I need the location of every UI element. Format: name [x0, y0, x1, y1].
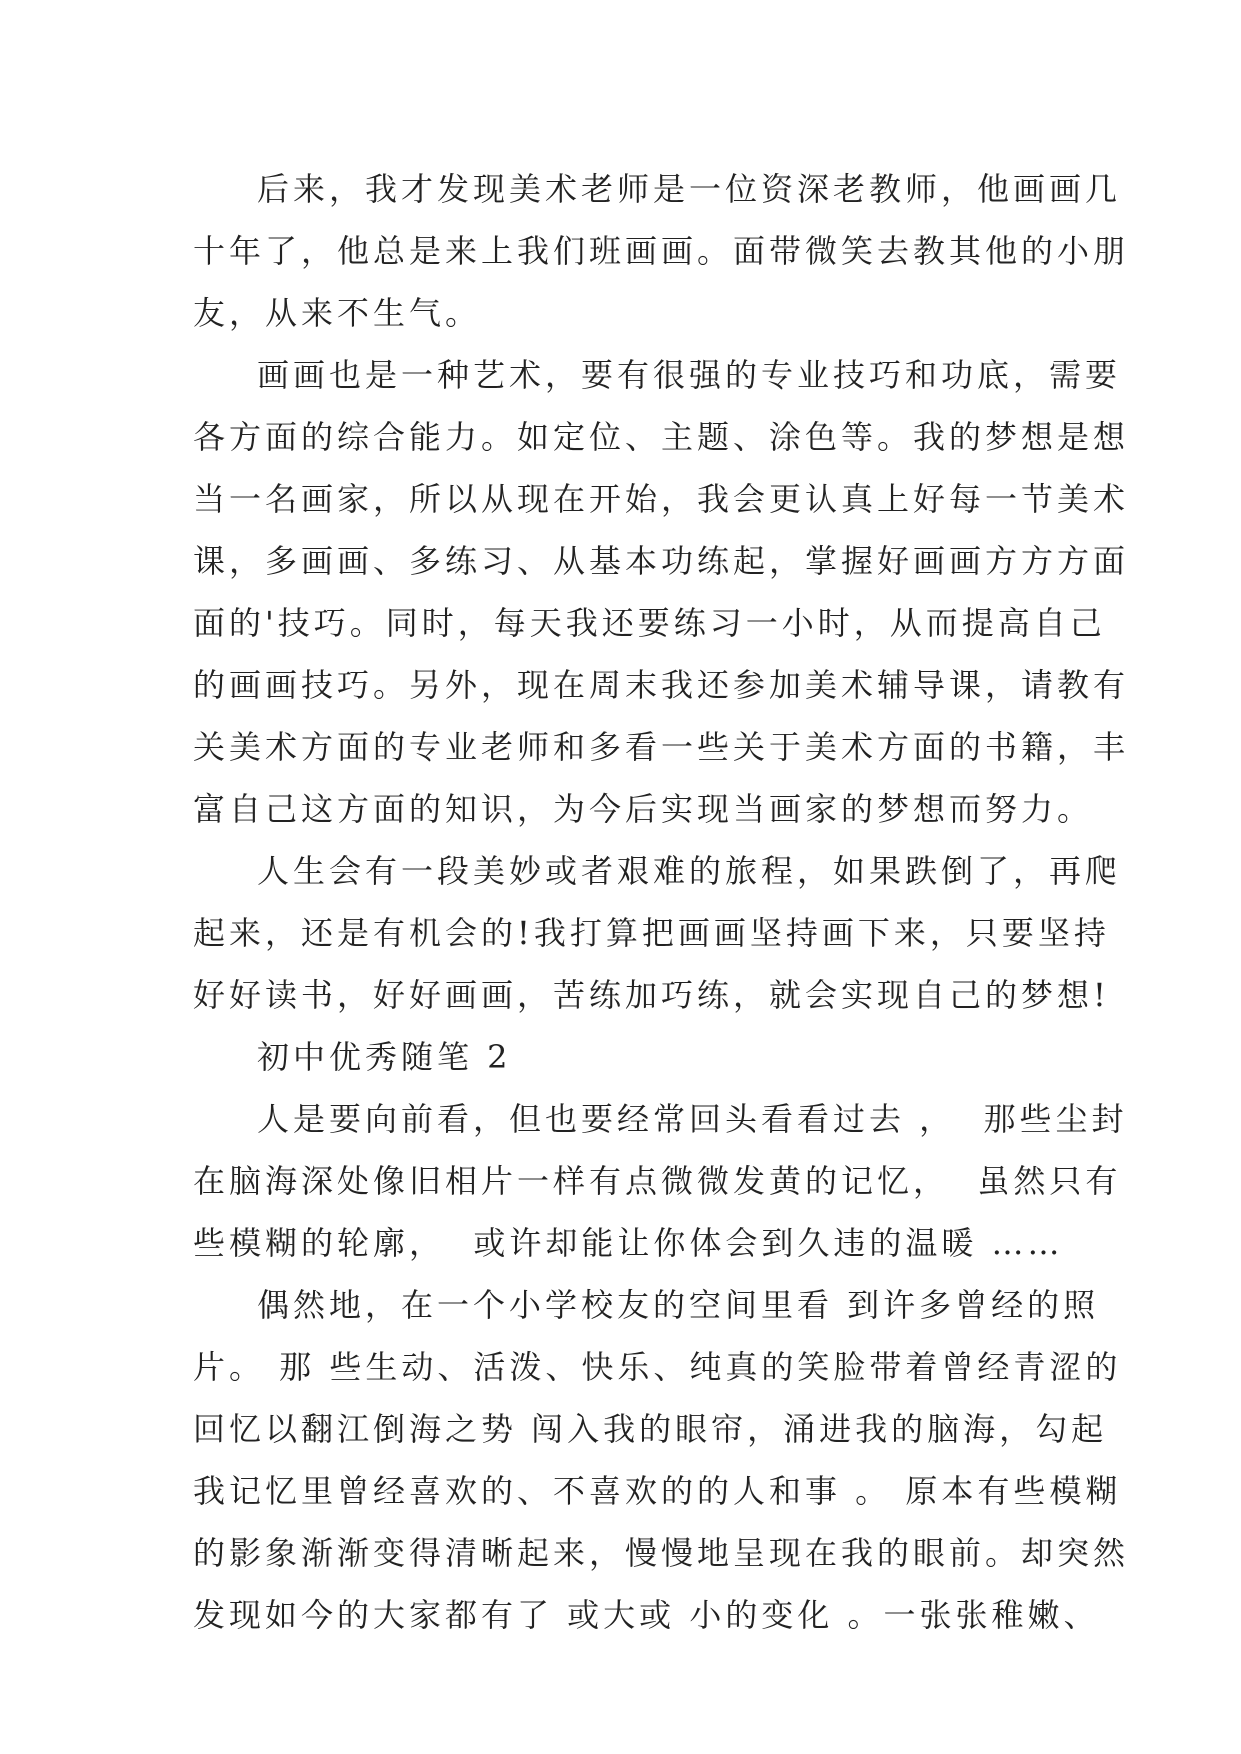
text-line: 富自己这方面的知识，为今后实现当画家的梦想而努力。 [193, 790, 1094, 828]
text-line: 发现如今的大家都有了 或大或 小的变化 。一张张稚嫩、 [193, 1596, 1100, 1634]
text-line: 些模糊的轮廓， 或许却能让你体会到久违的温暖 …… [193, 1224, 1064, 1262]
text-line: 关美术方面的专业老师和多看一些关于美术方面的书籍，丰 [193, 728, 1130, 766]
text-line: 友，从来不生气。 [193, 294, 482, 332]
text-line: 我记忆里曾经喜欢的、不喜欢的的人和事 。 原本有些模糊 [193, 1472, 1122, 1510]
section-heading: 初中优秀随笔 2 [257, 1038, 512, 1076]
text-line: 当一名画家，所以从现在开始，我会更认真上好每一节美术 [193, 480, 1130, 518]
text-line: 的画画技巧。另外，现在周末我还参加美术辅导课，请教有 [193, 666, 1130, 704]
text-line: 人是要向前看，但也要经常回头看看过去 ， 那些尘封 [257, 1100, 1128, 1138]
text-line: 后来，我才发现美术老师是一位资深老教师，他画画几 [257, 170, 1122, 208]
text-line: 面的'技巧。同时，每天我还要练习一小时，从而提高自己 [193, 604, 1106, 642]
document-body [193, 158, 1130, 1646]
text-line: 片。 那 些生动、活泼、快乐、纯真的笑脸带着曾经青涩的 [193, 1348, 1122, 1386]
text-line: 画画也是一种艺术，要有很强的专业技巧和功底，需要 [257, 356, 1122, 394]
text-line: 起来，还是有机会的!我打算把画画坚持画下来，只要坚持 [193, 914, 1110, 952]
text-line: 课，多画画、多练习、从基本功练起，掌握好画画方方方面 [193, 542, 1130, 580]
text-line: 偶然地，在一个小学校友的空间里看 到许多曾经的照 [257, 1286, 1100, 1324]
text-line: 十年了，他总是来上我们班画画。面带微笑去教其他的小朋 [193, 232, 1130, 270]
text-line: 好好读书，好好画画，苦练加巧练，就会实现自己的梦想! [193, 976, 1110, 1014]
text-line: 在脑海深处像旧相片一样有点微微发黄的记忆， 虽然只有 [193, 1162, 1122, 1200]
text-line: 的影象渐渐变得清晰起来，慢慢地呈现在我的眼前。却突然 [193, 1534, 1130, 1572]
text-line: 各方面的综合能力。如定位、主题、涂色等。我的梦想是想 [193, 418, 1130, 456]
text-line: 回忆以翻江倒海之势 闯入我的眼帘，涌进我的脑海，勾起 [193, 1410, 1108, 1448]
text-line: 人生会有一段美妙或者艰难的旅程，如果跌倒了，再爬 [257, 852, 1122, 890]
